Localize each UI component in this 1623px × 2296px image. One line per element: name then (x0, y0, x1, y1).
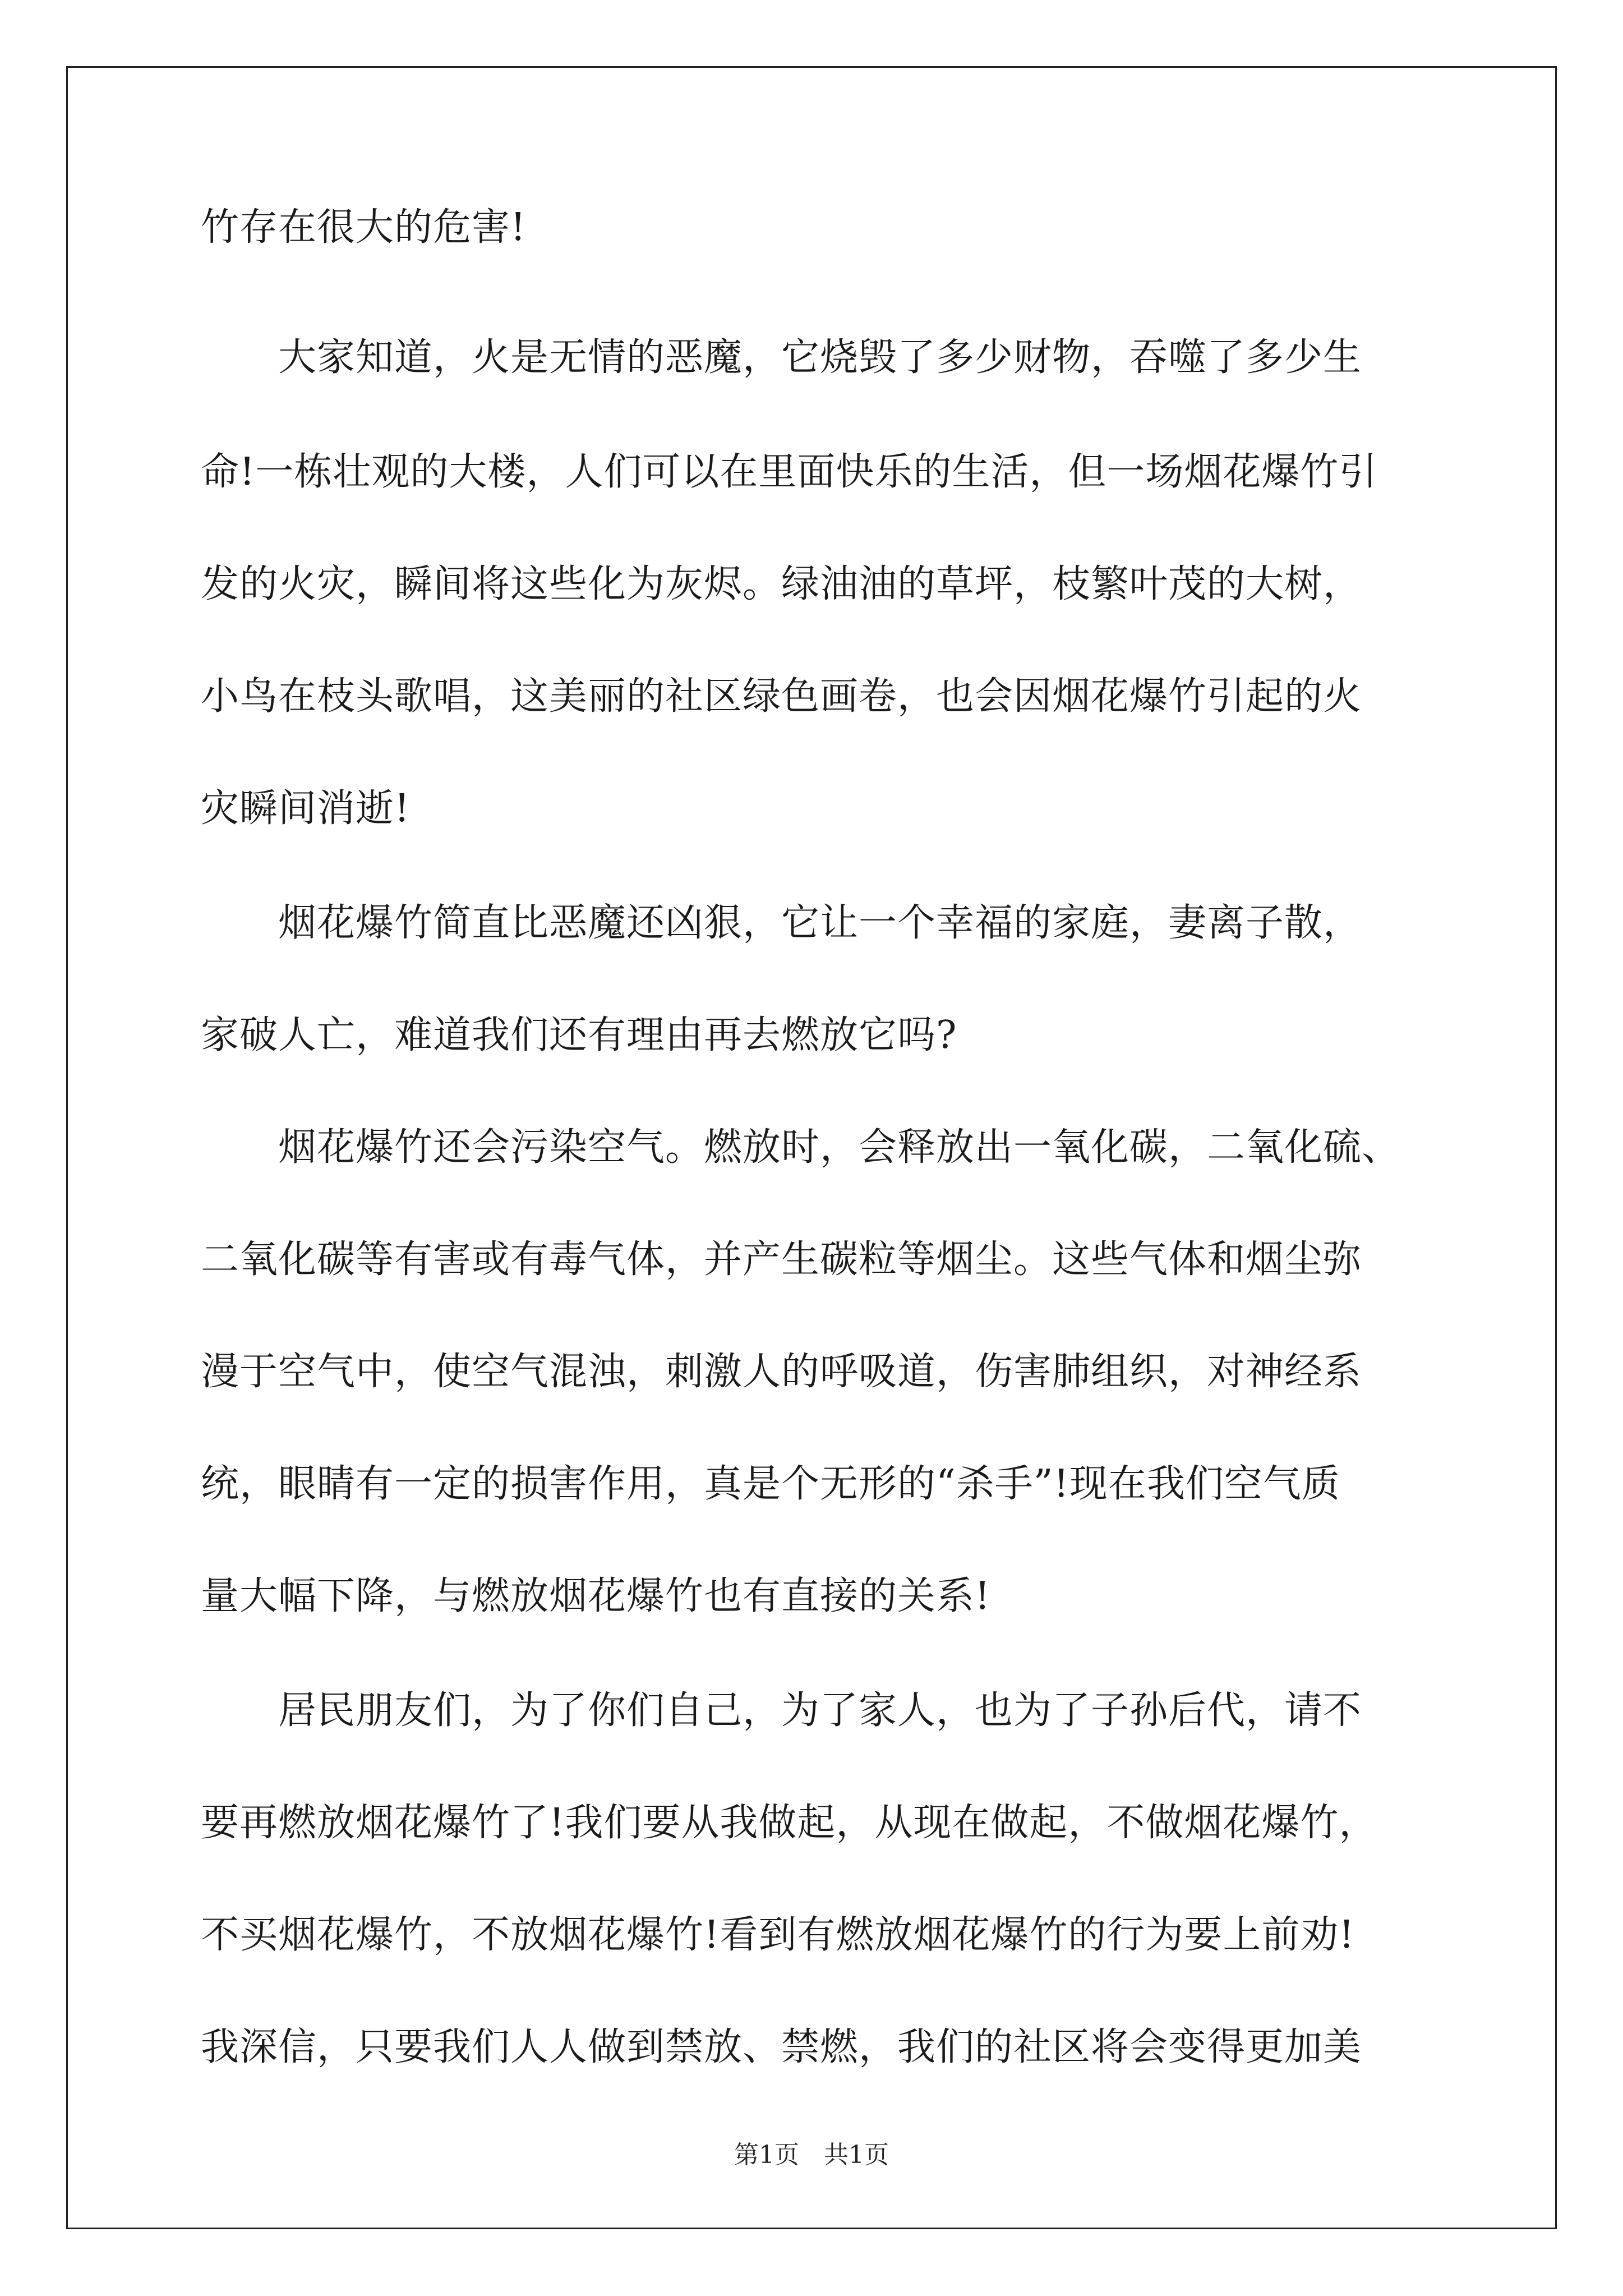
text-line: 二氧化碳等有害或有毒气体，并产生碳粒等烟尘。这些气体和烟尘弥 (201, 1237, 1362, 1282)
text-line: 小鸟在枝头歌唱，这美丽的社区绿色画卷，也会因烟花爆竹引起的火 (201, 674, 1362, 719)
text-line: 要再燃放烟花爆竹了!我们要从我做起，从现在做起，不做烟花爆竹， (201, 1801, 1378, 1845)
text-line: 漫于空气中，使空气混浊，刺激人的呼吸道，伤害肺组织，对神经系 (201, 1350, 1362, 1394)
text-line: 灾瞬间消逝! (201, 786, 411, 831)
text-line: 家破人亡，难道我们还有理由再去燃放它吗? (201, 1013, 957, 1057)
text-line: 大家知道，火是无情的恶魔，它烧毁了多少财物，吞噬了多少生 (201, 335, 1362, 380)
text-line: 居民朋友们，为了你们自己，为了家人，也为了子孙后代，请不 (201, 1688, 1362, 1733)
text-line: 命!一栋壮观的大楼，人们可以在里面快乐的生活，但一场烟花爆竹引 (201, 450, 1378, 494)
text-line: 烟花爆竹简直比恶魔还凶狠，它让一个幸福的家庭，妻离子散， (201, 901, 1362, 945)
page-number: 第1页 共1页 (734, 2141, 889, 2169)
text-line: 量大幅下降，与燃放烟花爆竹也有直接的关系! (201, 1574, 991, 1618)
text-line: 烟花爆竹还会污染空气。燃放时，会释放出一氧化碳，二氧化硫、 (201, 1125, 1401, 1170)
text-line: 竹存在很大的危害! (201, 205, 527, 250)
text-line: 发的火灾，瞬间将这些化为灰烬。绿油油的草坪，枝繁叶茂的大树， (201, 562, 1362, 606)
text-line: 统，眼睛有一定的损害作用，真是个无形的“杀手”!现在我们空气质 (201, 1462, 1340, 1506)
text-line: 不买烟花爆竹，不放烟花爆竹!看到有燃放烟花爆竹的行为要上前劝! (201, 1913, 1355, 1957)
page-footer (0, 2143, 1623, 2168)
text-line: 我深信，只要我们人人做到禁放、禁燃，我们的社区将会变得更加美 (201, 2025, 1362, 2069)
